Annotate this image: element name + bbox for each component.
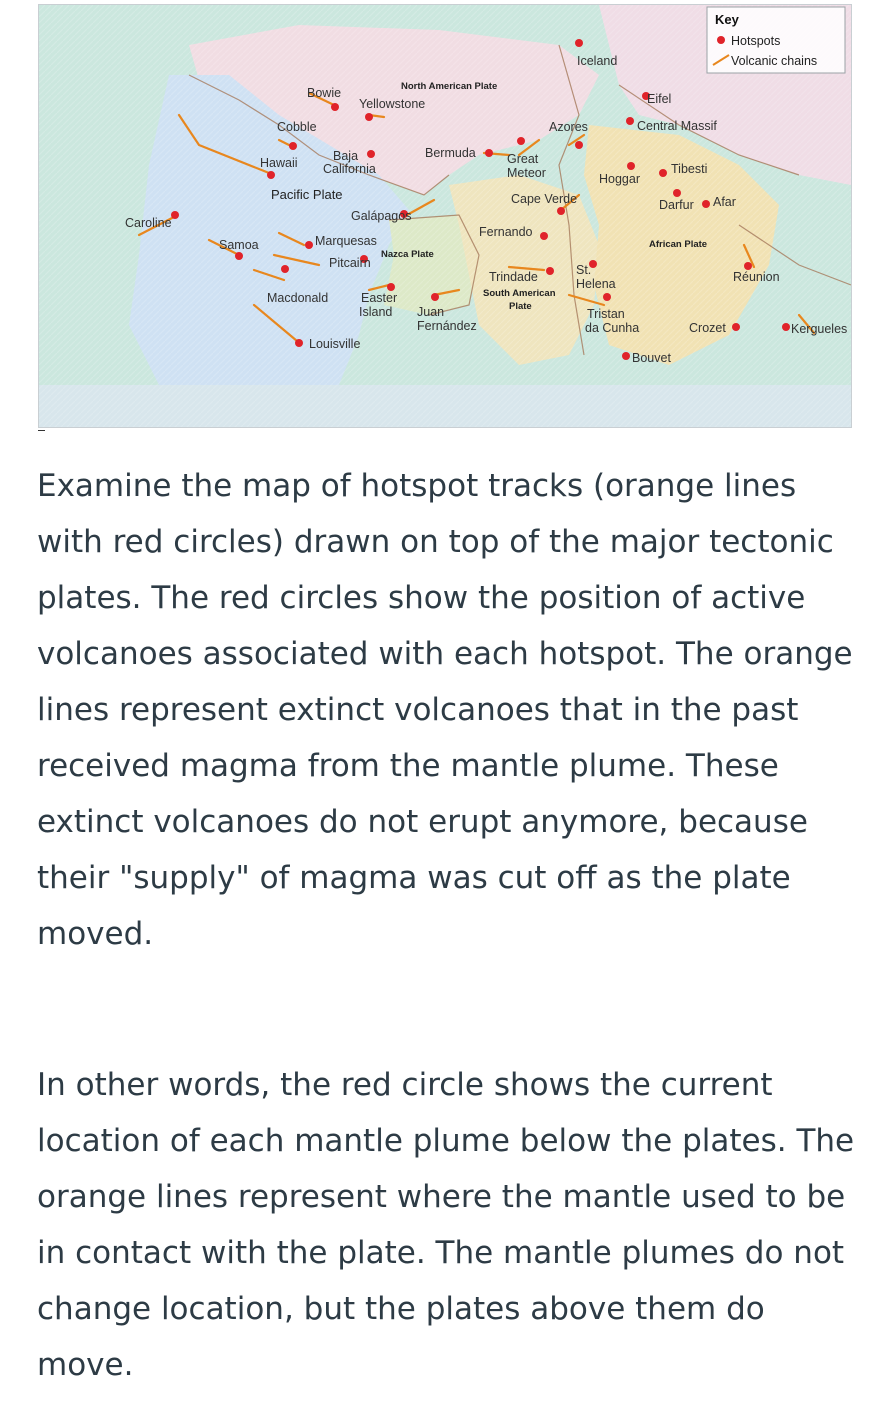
instructions-paragraph-2: In other words, the red circle shows the current location of each mantle plume below the plates. The orange lines represent where the mantle used to be in contact with the plate. The mantle plumes do not change location, but the plates above them do move. bbox=[37, 1067, 855, 1383]
hotspot-afar bbox=[702, 200, 710, 208]
hotspot-samoa bbox=[235, 252, 243, 260]
map-key-chains-label: Volcanic chains bbox=[731, 54, 818, 68]
plate-label-south-american-1: South American bbox=[483, 288, 556, 299]
hotspot-baja bbox=[367, 150, 375, 158]
label-crozet: Crozet bbox=[689, 321, 726, 335]
hotspot-crozet bbox=[732, 323, 740, 331]
label-yellowstone: Yellowstone bbox=[359, 97, 426, 111]
hotspot-tibesti bbox=[659, 169, 667, 177]
hotspot-darfur bbox=[673, 189, 681, 197]
label-central-massif: Central Massif bbox=[637, 119, 717, 133]
label-bouvet: Bouvet bbox=[632, 351, 671, 365]
label-pitcairn: Pitcairn bbox=[329, 256, 371, 270]
hotspot-hoggar bbox=[627, 162, 635, 170]
instructions-paragraph-1: Examine the map of hotspot tracks (orange lines with red circles) drawn on top of the major tectonic plates. The red circles show the position of active volcanoes associated with each hotspot. The orange lines represent extinct volcanoes that in the past received magma from the mantle plume. These extinct volcanoes do not erupt anymore, because their "supply" of magma was cut off as the plate moved. bbox=[37, 468, 853, 952]
label-iceland: Iceland bbox=[577, 54, 618, 68]
label-eifel: Eifel bbox=[647, 92, 672, 106]
hotspot-trindade bbox=[546, 267, 554, 275]
label-hawaii: Hawaii bbox=[260, 156, 298, 170]
map-key-title: Key bbox=[715, 12, 739, 27]
hotspot-great-meteor bbox=[517, 137, 525, 145]
label-marquesas: Marquesas bbox=[315, 234, 377, 248]
hotspot-bouvet bbox=[622, 352, 630, 360]
hotspot-easter bbox=[387, 283, 395, 291]
hotspot-cobble bbox=[289, 142, 297, 150]
label-macdonald: Macdonald bbox=[267, 291, 329, 305]
label-juan-1: Juan bbox=[417, 305, 445, 319]
hotspot-bowie bbox=[331, 103, 339, 111]
label-trindade: Trindade bbox=[489, 270, 538, 284]
map-key-hotspots-label: Hotspots bbox=[731, 34, 781, 48]
plate-label-north-american: North American Plate bbox=[401, 81, 498, 92]
dash-mark bbox=[38, 430, 45, 431]
label-cobble: Cobble bbox=[277, 120, 317, 134]
label-baja-1: Baja bbox=[333, 149, 359, 163]
hotspot-central-massif bbox=[626, 117, 634, 125]
label-galapagos: Galápagos bbox=[351, 209, 412, 223]
plate-label-pacific: Pacific Plate bbox=[271, 187, 343, 202]
plate-label-south-american-2: Plate bbox=[509, 301, 532, 312]
hotspot-juan-fernandez bbox=[431, 293, 439, 301]
label-tibesti: Tibesti bbox=[671, 162, 708, 176]
hotspot-tristan bbox=[603, 293, 611, 301]
label-great-meteor-2: Meteor bbox=[507, 166, 546, 180]
label-bowie: Bowie bbox=[307, 86, 342, 100]
label-louisville: Louisville bbox=[309, 337, 361, 351]
label-easter-1: Easter bbox=[361, 291, 398, 305]
hotspot-kergueles bbox=[782, 323, 790, 331]
label-juan-2: Fernández bbox=[417, 319, 477, 333]
red-dot-icon bbox=[717, 36, 725, 44]
label-caroline: Caroline bbox=[125, 216, 172, 230]
label-tristan-2: da Cunha bbox=[585, 321, 640, 335]
plate-label-nazca: Nazca Plate bbox=[381, 249, 434, 260]
label-kergueles: Kergueles bbox=[791, 322, 848, 336]
hotspot-hawaii bbox=[267, 171, 275, 179]
label-tristan-1: Tristan bbox=[587, 307, 625, 321]
label-darfur: Darfur bbox=[659, 198, 694, 212]
plate-label-african: African Plate bbox=[649, 239, 708, 250]
label-great-meteor-1: Great bbox=[507, 152, 539, 166]
hotspot-yellowstone bbox=[365, 113, 373, 121]
label-easter-2: Island bbox=[359, 305, 393, 319]
label-fernando: Fernando bbox=[479, 225, 533, 239]
hotspot-marquesas bbox=[305, 241, 313, 249]
label-baja-2: California bbox=[323, 162, 376, 176]
label-bermuda: Bermuda bbox=[425, 146, 476, 160]
hotspot-map-graphic bbox=[39, 5, 851, 427]
hotspot-azores bbox=[575, 141, 583, 149]
label-samoa: Samoa bbox=[219, 238, 259, 252]
hotspot-caroline bbox=[171, 211, 179, 219]
hotspot-reunion bbox=[744, 262, 752, 270]
hotspot-fernando bbox=[540, 232, 548, 240]
label-st-helena-1: St. bbox=[576, 263, 592, 277]
map-key bbox=[707, 7, 845, 73]
label-azores: Azores bbox=[549, 120, 588, 134]
hotspot-bermuda bbox=[485, 149, 493, 157]
hotspot-map bbox=[38, 4, 852, 428]
label-st-helena-2: Helena bbox=[576, 277, 616, 291]
label-reunion: Réunion bbox=[733, 270, 780, 284]
label-hoggar: Hoggar bbox=[599, 172, 640, 186]
label-afar: Afar bbox=[713, 195, 736, 209]
hotspot-macdonald bbox=[281, 265, 289, 273]
hotspot-louisville bbox=[295, 339, 303, 347]
hotspot-iceland bbox=[575, 39, 583, 47]
hotspot-cape-verde bbox=[557, 207, 565, 215]
label-cape-verde: Cape Verde bbox=[511, 192, 578, 206]
